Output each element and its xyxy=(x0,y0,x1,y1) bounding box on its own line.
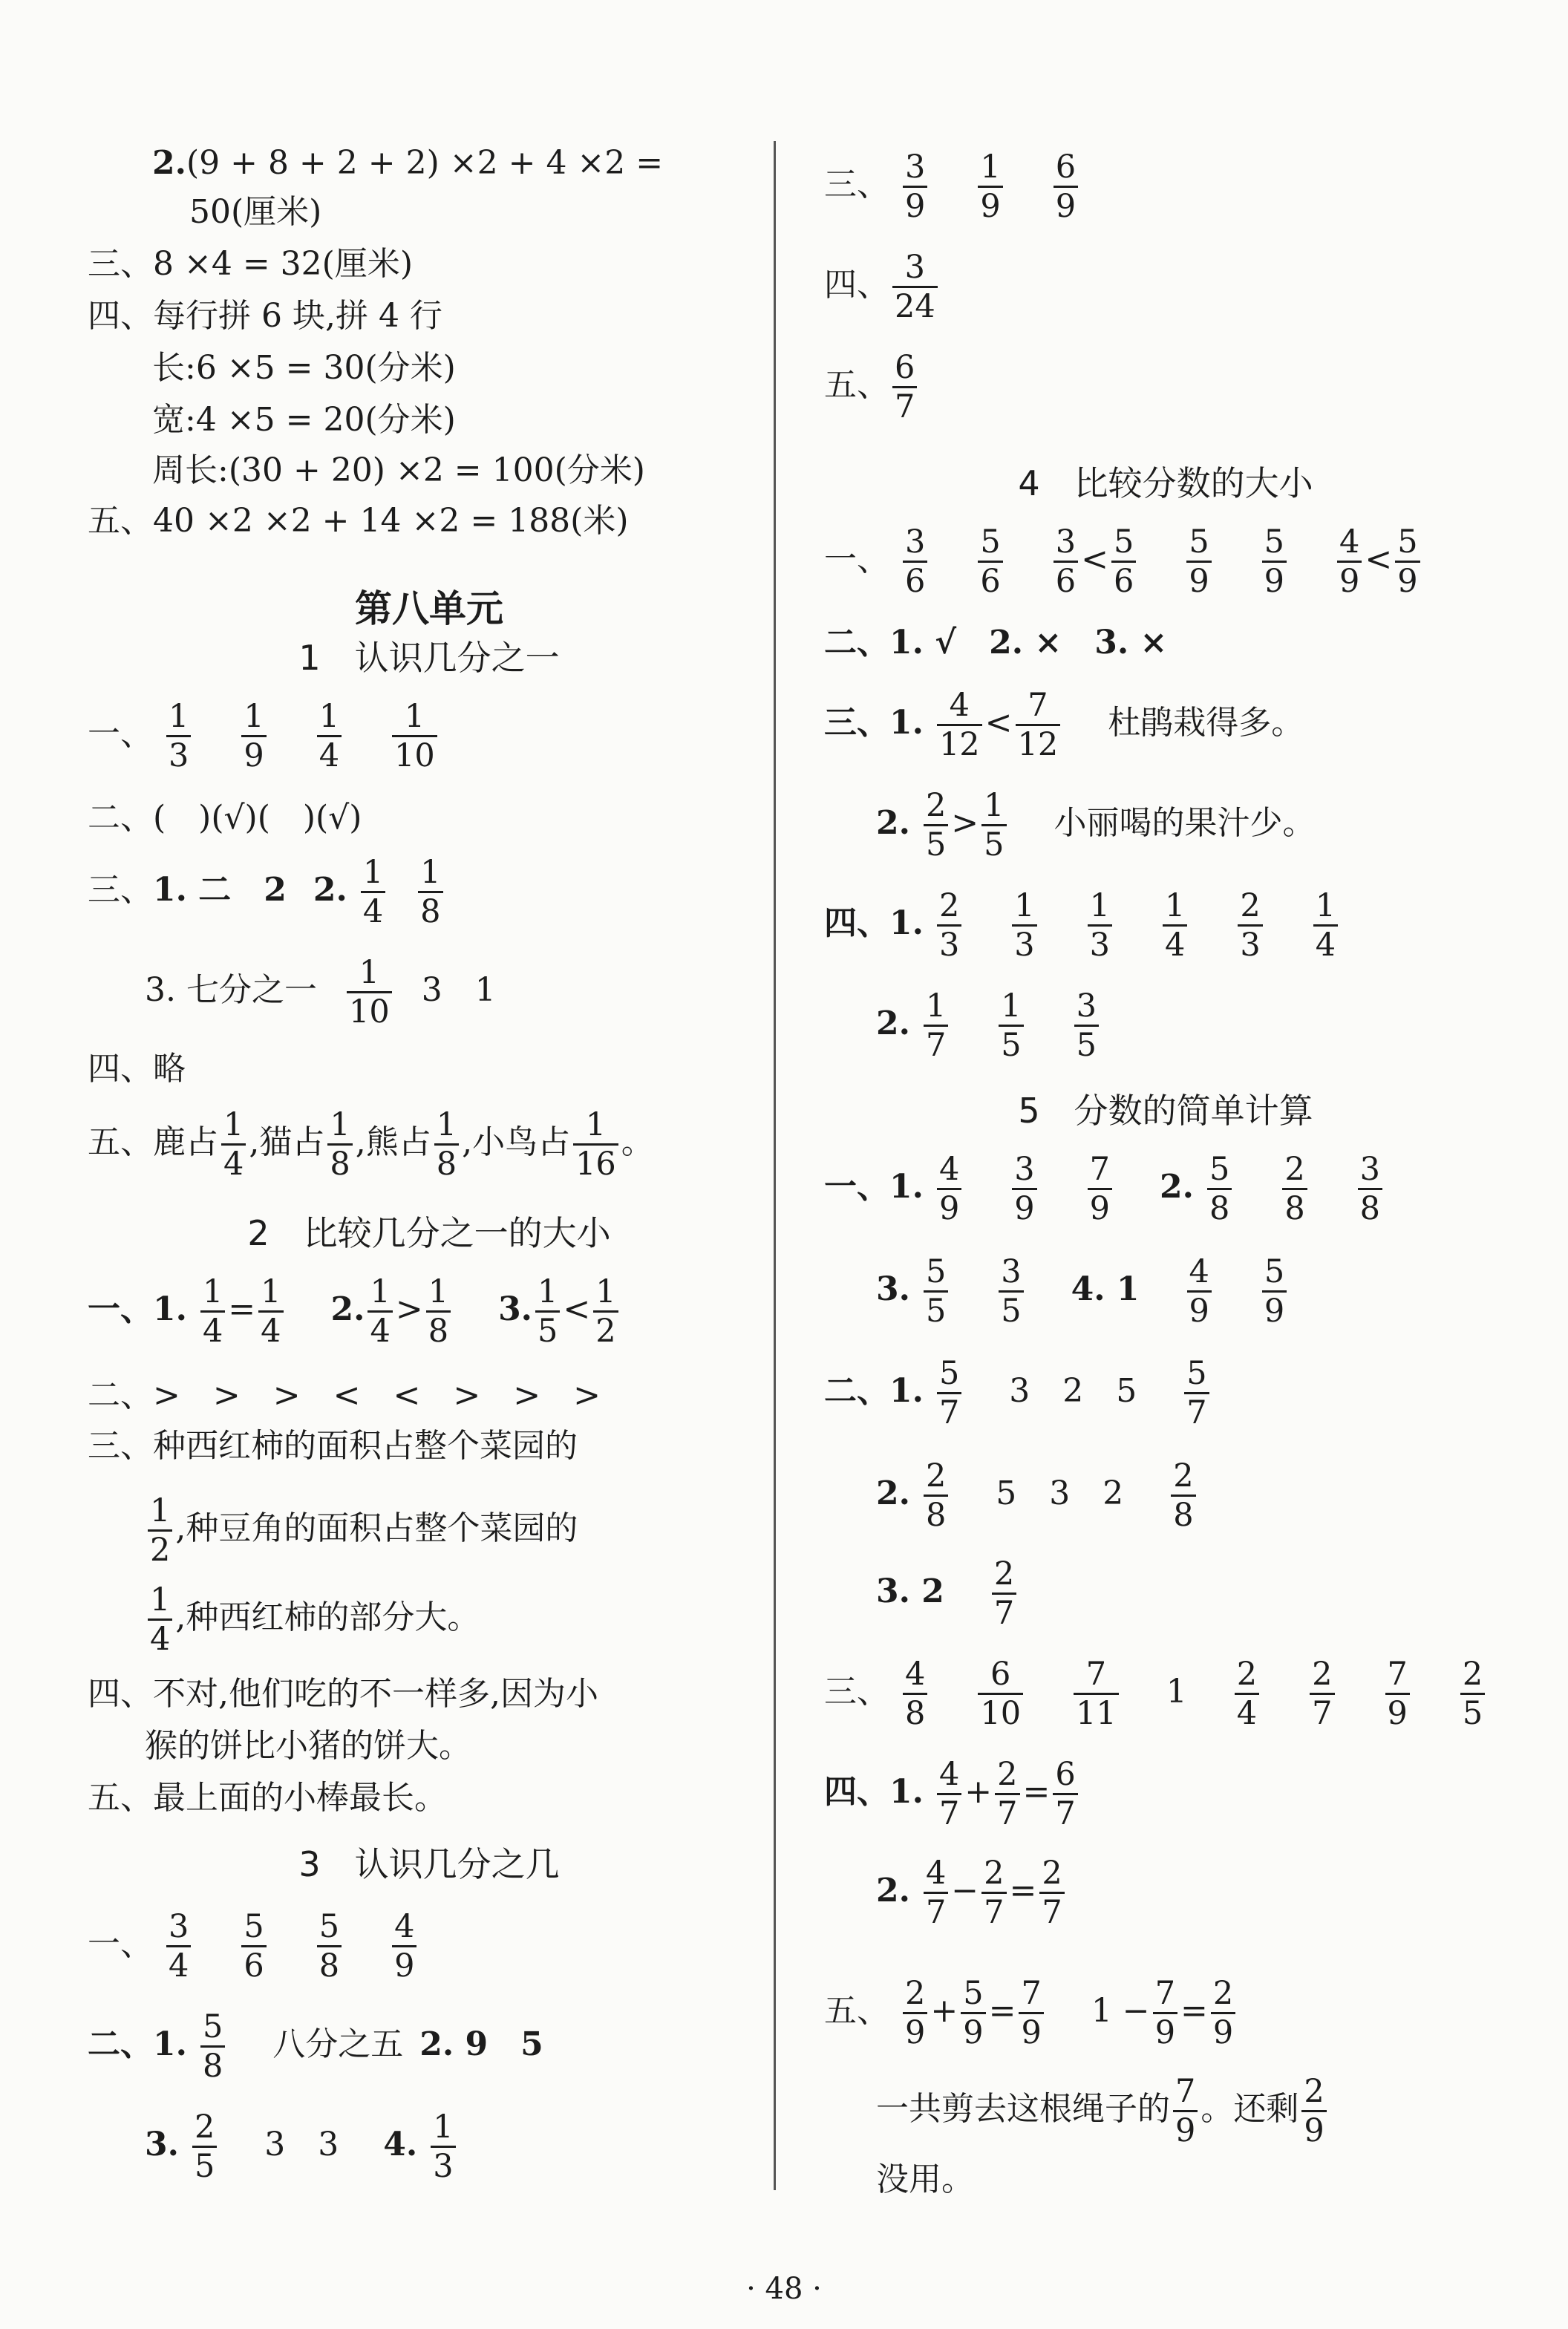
fraction: $\frac{4}{9}$ xyxy=(1337,523,1362,600)
fraction: $\frac{2}{3}$ xyxy=(1238,887,1262,964)
fraction: $\frac{1}{4}$ xyxy=(148,1581,172,1658)
fraction: $\frac{7}{9}$ xyxy=(1088,1151,1112,1227)
fraction: $\frac{2}{8}$ xyxy=(924,1457,948,1534)
s5-q2-2: 2. $\frac{2}{8}$ 5 3 2 $\frac{2}{8}$ xyxy=(876,1457,1199,1534)
s5-q3: 三、 $\frac{4}{8}$ $\frac{6}{10}$ $\frac{7}{11}$ 1 $\frac{2}{4}$ $\frac{2}{7}$ $\frac{7}{9}$ $\frac{2}{5}$ xyxy=(824,1656,1488,1732)
fraction: $\frac{2}{7}$ xyxy=(992,1555,1016,1632)
fraction: $\frac{1}{2}$ xyxy=(593,1273,618,1350)
s2-q4-b: 猴的饼比小猪的饼大。 xyxy=(145,1727,471,1765)
s2-q4-a: 四、不对,他们吃的不一样多,因为小 xyxy=(88,1675,598,1713)
s5-q4-2: 2. $\frac{4}{7}$ − $\frac{2}{7}$ = $\frac{2}{7}$ xyxy=(876,1855,1068,1931)
r-top-5: 五、 $\frac{6}{7}$ xyxy=(824,349,920,425)
fraction: $\frac{1}{3}$ xyxy=(1012,887,1036,964)
unit-title: 第八单元 xyxy=(355,587,503,630)
s1-q3-label: 三、 xyxy=(88,871,153,909)
s5-q2-1: 二、1. $\frac{5}{7}$ 3 2 5 $\frac{5}{7}$ xyxy=(824,1355,1212,1431)
fraction: $\frac{5}{8}$ xyxy=(1207,1151,1232,1227)
l-line-2: 50(厘米) xyxy=(189,193,322,231)
fraction: $\frac{2}{8}$ xyxy=(1282,1151,1307,1227)
s1-q3-3-text: 3. 七分之一 xyxy=(145,971,317,1009)
r-top-3: 三、 $\frac{3}{9}$ $\frac{1}{9}$ $\frac{6}{9}$ xyxy=(824,148,1081,225)
fraction: $\frac{2}{8}$ xyxy=(1171,1457,1195,1534)
l-line-3: 三、8 ×4 = 32(厘米) xyxy=(88,245,414,283)
fraction: $\frac{2}{7}$ xyxy=(995,1756,1019,1832)
fraction: $\frac{2}{5}$ xyxy=(1460,1656,1485,1732)
s5-q5-text: 一共剪去这根绳子的 $\frac{7}{9}$ 。还剩 $\frac{2}{9}$ xyxy=(876,2073,1330,2149)
fraction: $\frac{1}{16}$ xyxy=(573,1106,618,1183)
fraction: $\frac{3}{5}$ xyxy=(1074,987,1099,1064)
s4-q4-1: 四、1. $\frac{2}{3}$ $\frac{1}{3}$ $\frac{1}{3}$ $\frac{1}{4}$ $\frac{2}{3}$ $\frac{1}{4}$ xyxy=(824,887,1341,964)
s4-q3-2: 2. $\frac{2}{5}$ > $\frac{1}{5}$ 小丽喝的果汁少。 xyxy=(876,787,1316,863)
fraction: $\frac{6}{7}$ xyxy=(1053,1756,1077,1832)
fraction: $\frac{3}{9}$ xyxy=(1012,1151,1036,1227)
fraction: $\frac{5}{8}$ xyxy=(200,2008,225,2085)
fraction: $\frac{5}{9}$ xyxy=(1262,523,1287,600)
l-line-5: 长:6 ×5 = 30(分米) xyxy=(152,349,456,387)
fraction: $\frac{3}{9}$ xyxy=(903,148,927,225)
fraction: $\frac{1}{3}$ xyxy=(1088,887,1112,964)
fraction: $\frac{6}{7}$ xyxy=(892,349,917,425)
s1-q3-3 xyxy=(145,954,496,1030)
s5-q1-b: 3. $\frac{5}{5}$ $\frac{3}{5}$ 4. 1 $\frac{4}{9}$ $\frac{5}{9}$ xyxy=(876,1253,1290,1330)
s3-q1: 一、 $\frac{3}{4}$ $\frac{5}{6}$ $\frac{5}{8}$ $\frac{4}{9}$ xyxy=(88,1908,419,1985)
fraction: $\frac{1}{9}$ xyxy=(241,698,266,774)
section-3-title: 3 认识几分之几 xyxy=(298,1844,560,1884)
fraction: $\frac{3}{5}$ xyxy=(999,1253,1023,1330)
fraction: $\frac{1}{4}$ xyxy=(317,698,342,774)
s5-q5: 五、 $\frac{2}{9}$ + $\frac{5}{9}$ = $\frac{7}{9}$ 1 − $\frac{7}{9}$ = $\frac{2}{9}$ xyxy=(824,1975,1238,2051)
fraction: $\frac{6}{9}$ xyxy=(1054,148,1078,225)
fraction: $\frac{1}{5}$ xyxy=(535,1273,560,1350)
fraction: $\frac{3}{24}$ xyxy=(892,249,938,325)
fraction: $\frac{5}{6}$ xyxy=(1111,523,1136,600)
fraction: $\frac{2}{3}$ xyxy=(937,887,961,964)
fraction: $\frac{2}{9}$ xyxy=(903,1975,927,2051)
r-top-4: 四、 $\frac{3}{24}$ xyxy=(824,249,941,325)
fraction: $\frac{1}{4}$ xyxy=(361,854,385,930)
section-4-title: 4 比较分数的大小 xyxy=(1018,463,1313,503)
s1-q5: 五、鹿占 $\frac{1}{4}$ ,猫占 $\frac{1}{8}$ ,熊占 $\frac{1}{8}$ ,小鸟占 $\frac{1}{16}$ 。 xyxy=(88,1106,654,1183)
fraction: $\frac{2}{7}$ xyxy=(1039,1855,1064,1931)
fraction: $\frac{1}{8}$ xyxy=(434,1106,459,1183)
l-line-6: 宽:4 ×5 = 20(分米) xyxy=(152,401,456,439)
fraction: $\frac{4}{7}$ xyxy=(924,1855,948,1931)
fraction: $\frac{4}{8}$ xyxy=(903,1656,927,1732)
s5-q4-1: 四、1. $\frac{4}{7}$ + $\frac{2}{7}$ = $\frac{6}{7}$ xyxy=(824,1756,1081,1832)
fraction: $\frac{5}{6}$ xyxy=(978,523,1002,600)
fraction: $\frac{6}{10}$ xyxy=(978,1656,1023,1732)
fraction: $\frac{5}{7}$ xyxy=(937,1355,961,1431)
fraction: $\frac{1}{8}$ xyxy=(418,854,442,930)
fraction: $\frac{3}{6}$ xyxy=(903,523,927,600)
l-line-1 xyxy=(152,141,663,186)
s2-q3-c: $\frac{1}{4}$ ,种西红柿的部分大。 xyxy=(145,1581,480,1658)
fraction: $\frac{7}{12}$ xyxy=(1016,687,1061,763)
fraction: $\frac{1}{4}$ xyxy=(200,1273,225,1350)
fraction: $\frac{4}{9}$ xyxy=(937,1151,961,1227)
l-expr-1: (9 + 8 + 2 + 2) ×2 + 4 ×2 = xyxy=(186,144,664,182)
fraction: $\frac{1}{2}$ xyxy=(148,1492,172,1569)
fraction: $\frac{4}{9}$ xyxy=(1187,1253,1212,1330)
s4-q1: 一、 $\frac{3}{6}$ $\frac{5}{6}$ $\frac{3}{6}$ < $\frac{5}{6}$ $\frac{5}{9}$ $\frac{5}{9}$ $\frac{4}{9}$ < $\frac{5}{9}$ xyxy=(824,523,1423,600)
s1-q3-2-label: 2. xyxy=(313,871,347,909)
s1-q1-label: 一、 xyxy=(88,715,153,753)
s2-q2: 二、> > > < < > > > xyxy=(88,1376,601,1414)
fraction: $\frac{1}{7}$ xyxy=(924,987,948,1064)
fraction: $\frac{5}{9}$ xyxy=(961,1975,985,2051)
fraction: $\frac{7}{9}$ xyxy=(1385,1656,1410,1732)
fraction: $\frac{7}{11}$ xyxy=(1074,1656,1119,1732)
s1-q3-3-nums: 3 1 xyxy=(421,971,496,1009)
fraction: $\frac{1}{4}$ xyxy=(368,1273,392,1350)
section-5-title: 5 分数的简单计算 xyxy=(1018,1091,1313,1131)
s4-q4-2: 2. $\frac{1}{7}$ $\frac{1}{5}$ $\frac{3}{5}$ xyxy=(876,987,1102,1064)
fraction: $\frac{2}{7}$ xyxy=(1310,1656,1334,1732)
fraction: $\frac{5}{7}$ xyxy=(1184,1355,1209,1431)
fraction: $\frac{1}{5}$ xyxy=(999,987,1023,1064)
s1-q3-1: 1. 二 2 xyxy=(153,871,287,909)
fraction: $\frac{1}{4}$ xyxy=(1163,887,1187,964)
fraction: $\frac{2}{9}$ xyxy=(1301,2073,1326,2149)
fraction: $\frac{1}{3}$ xyxy=(166,698,191,774)
fraction: $\frac{1}{4}$ xyxy=(258,1273,283,1350)
s3-q2: 二、1. $\frac{5}{8}$ 八分之五 2. 9 5 xyxy=(88,2008,543,2085)
fraction: $\frac{2}{5}$ xyxy=(192,2108,217,2185)
s5-q1-a: 一、1. $\frac{4}{9}$ $\frac{3}{9}$ $\frac{7}{9}$ 2. $\frac{5}{8}$ $\frac{2}{8}$ $\frac{3}{8}$ xyxy=(824,1151,1385,1227)
fraction: $\frac{5}{9}$ xyxy=(1186,523,1211,600)
page-number: · 48 · xyxy=(746,2272,822,2306)
section-1-title: 1 认识几分之一 xyxy=(298,638,560,678)
s5-q2-3: 3. 2 $\frac{2}{7}$ xyxy=(876,1555,1019,1632)
s1-q3 xyxy=(88,854,446,930)
section-2-title: 2 比较几分之一的大小 xyxy=(247,1213,611,1253)
fraction: $\frac{1}{8}$ xyxy=(327,1106,352,1183)
fraction: $\frac{2}{5}$ xyxy=(924,787,948,863)
fraction: $\frac{1}{8}$ xyxy=(426,1273,451,1350)
fraction: $\frac{1}{3}$ xyxy=(431,2108,455,2185)
fraction: $\frac{7}{9}$ xyxy=(1153,1975,1177,2051)
l-item-2-label: 2. xyxy=(152,144,186,182)
fraction: $\frac{4}{9}$ xyxy=(392,1908,416,1985)
s1-q1 xyxy=(88,698,440,774)
fraction: $\frac{1}{5}$ xyxy=(981,787,1006,863)
fraction: $\frac{5}{6}$ xyxy=(241,1908,266,1985)
column-divider xyxy=(774,141,776,2190)
fraction: $\frac{7}{9}$ xyxy=(1019,1975,1043,2051)
s4-q3-1: 三、1. $\frac{4}{12}$ < $\frac{7}{12}$ 杜鹃栽得多。 xyxy=(824,687,1304,763)
s2-q5: 五、最上面的小棒最长。 xyxy=(88,1779,447,1817)
fraction: $\frac{3}{8}$ xyxy=(1358,1151,1382,1227)
l-line-4: 四、每行拼 6 块,拼 4 行 xyxy=(88,297,442,335)
fraction: $\frac{5}{8}$ xyxy=(317,1908,342,1985)
s5-q5-text-2: 没用。 xyxy=(876,2160,974,2198)
s2-q1: 一、1. $\frac{1}{4}$ = $\frac{1}{4}$ 2. $\frac{1}{4}$ > $\frac{1}{8}$ 3. $\frac{1}{5}$ < $\frac{1}{2}$ xyxy=(88,1273,621,1350)
fraction: $\frac{2}{4}$ xyxy=(1235,1656,1259,1732)
l-line-8: 五、40 ×2 ×2 + 14 ×2 = 188(米) xyxy=(88,502,629,540)
s2-q3-a: 三、种西红柿的面积占整个菜园的 xyxy=(88,1427,578,1465)
s1-q2: 二、( )(√)( )(√) xyxy=(88,799,362,837)
fraction: $\frac{2}{7}$ xyxy=(981,1855,1006,1931)
fraction: $\frac{1}{9}$ xyxy=(978,148,1002,225)
s2-q3-b: $\frac{1}{2}$ ,种豆角的面积占整个菜园的 xyxy=(145,1492,578,1569)
fraction: $\frac{4}{7}$ xyxy=(937,1756,961,1832)
l-line-7: 周长:(30 + 20) ×2 = 100(分米) xyxy=(152,451,645,489)
fraction: $\frac{1}{4}$ xyxy=(221,1106,246,1183)
fraction: $\frac{1}{10}$ xyxy=(347,954,392,1030)
s3-q3: 3. $\frac{2}{5}$ 3 3 4. $\frac{1}{3}$ xyxy=(145,2108,459,2185)
fraction: $\frac{3}{4}$ xyxy=(166,1908,191,1985)
s4-q2: 二、1. √ 2. × 3. × xyxy=(824,624,1168,662)
fraction: $\frac{1}{10}$ xyxy=(392,698,437,774)
fraction: $\frac{5}{5}$ xyxy=(924,1253,948,1330)
s1-q4: 四、略 xyxy=(88,1050,186,1088)
fraction: $\frac{4}{12}$ xyxy=(937,687,982,763)
fraction: $\frac{3}{6}$ xyxy=(1054,523,1078,600)
fraction: $\frac{5}{9}$ xyxy=(1262,1253,1287,1330)
fraction: $\frac{2}{9}$ xyxy=(1211,1975,1235,2051)
fraction: $\frac{1}{4}$ xyxy=(1313,887,1338,964)
fraction: $\frac{7}{9}$ xyxy=(1173,2073,1198,2149)
fraction: $\frac{5}{9}$ xyxy=(1395,523,1420,600)
